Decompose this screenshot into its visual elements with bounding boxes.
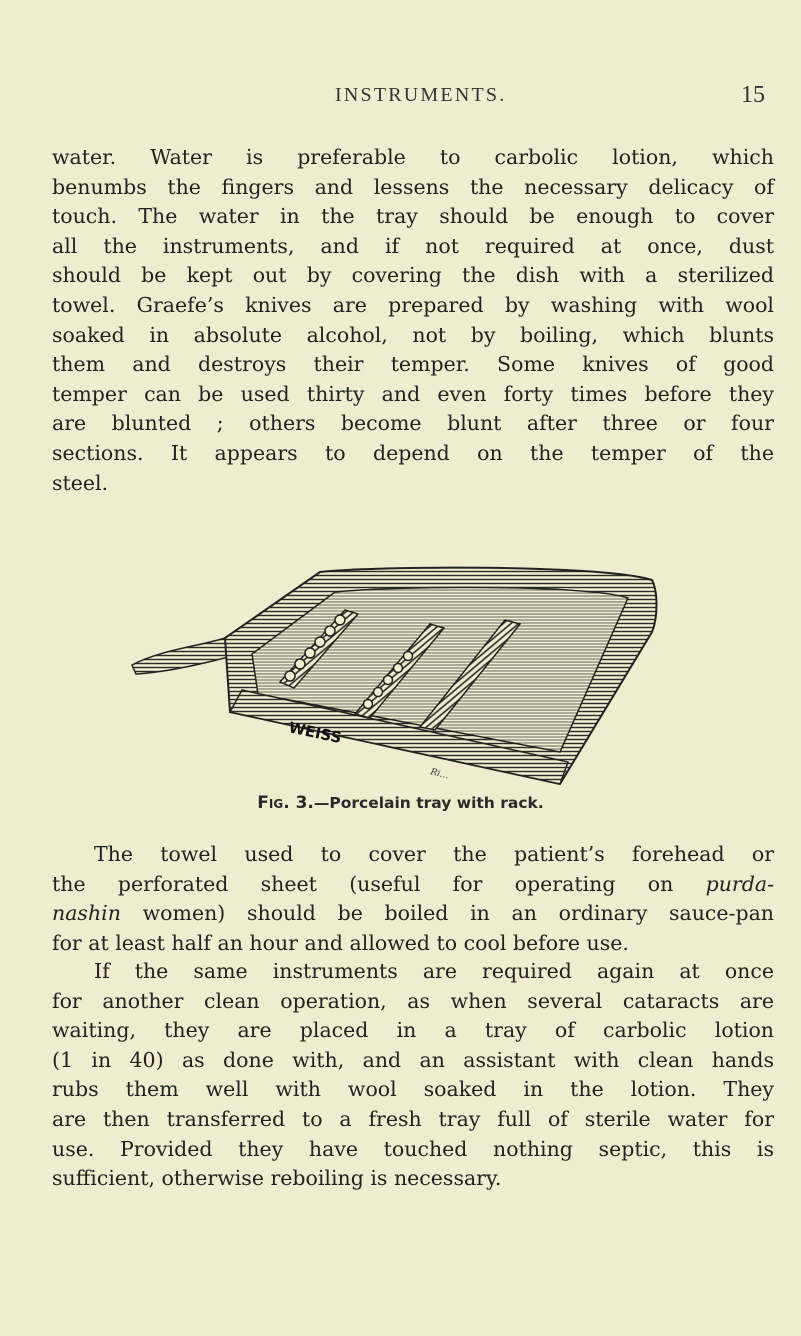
text-line: rubs them well with wool soaked in the lotion. They xyxy=(52,1077,774,1102)
text-line: steel. xyxy=(52,470,109,495)
text-line: (1 in 40) as done with, and an assistant with clean hands xyxy=(52,1047,774,1072)
text-line: soaked in absolute alcohol, not by boiling, which blunts xyxy=(52,322,774,347)
text-line: temper can be used thirty and even forty times before they xyxy=(52,381,774,406)
text-line: should be kept out by covering the dish with a sterilized xyxy=(52,263,774,288)
paragraph-2 xyxy=(52,840,774,958)
text-line: sections. It appears to depend on the temper of the xyxy=(52,440,774,465)
text-line: sufficient, otherwise reboiling is necessary. xyxy=(52,1166,502,1191)
text-line: water. Water is preferable to carbolic lotion, which xyxy=(52,145,774,169)
porcelain-tray-illustration xyxy=(130,562,670,787)
running-head xyxy=(0,84,801,114)
text-line xyxy=(52,870,774,900)
text-line: for at least half an hour and allowed to cool before use. xyxy=(52,930,629,955)
text-span: women) should be boiled in an ordinary sauce-pan xyxy=(120,901,774,926)
page-number: 15 xyxy=(741,82,765,108)
text-line: all the instruments, and if not required at once, dust xyxy=(52,233,774,258)
text-line: for another clean operation, as when several cataracts are xyxy=(52,988,774,1013)
tray-engraving: WEISS xyxy=(287,718,344,747)
italic-term: purda- xyxy=(705,871,774,896)
text-line xyxy=(52,899,774,929)
text-line: waiting, they are placed in a tray of carbolic lotion xyxy=(52,1018,774,1043)
figure-caption xyxy=(0,793,801,813)
text-line: them and destroys their temper. Some knives of good xyxy=(52,352,774,377)
engraver-signature: Ri… xyxy=(429,767,450,782)
text-line: use. Provided they have touched nothing septic, this is xyxy=(52,1136,774,1161)
figure-label: Fig. 3. xyxy=(257,793,314,813)
text-line: If the same instruments are required again at once xyxy=(94,959,774,983)
text-line: are then transferred to a fresh tray full of sterile water for xyxy=(52,1106,774,1131)
figure-caption-text: —Porcelain tray with rack. xyxy=(313,794,544,812)
text-line: are blunted ; others become blunt after three or four xyxy=(52,411,774,436)
running-title: INSTRUMENTS. xyxy=(335,84,507,106)
paragraph-3 xyxy=(52,957,774,1194)
text-line: benumbs the fingers and lessens the necessary delicacy of xyxy=(52,174,774,199)
text-line: The towel used to cover the patient’s forehead or xyxy=(94,842,774,866)
text-line: touch. The water in the tray should be enough to cover xyxy=(52,204,774,229)
italic-term: nashin xyxy=(52,901,121,926)
paragraph-1 xyxy=(52,143,774,498)
text-span: the perforated sheet (useful for operating on xyxy=(52,871,706,896)
text-line: towel. Graefe’s knives are prepared by washing with wool xyxy=(52,292,774,317)
